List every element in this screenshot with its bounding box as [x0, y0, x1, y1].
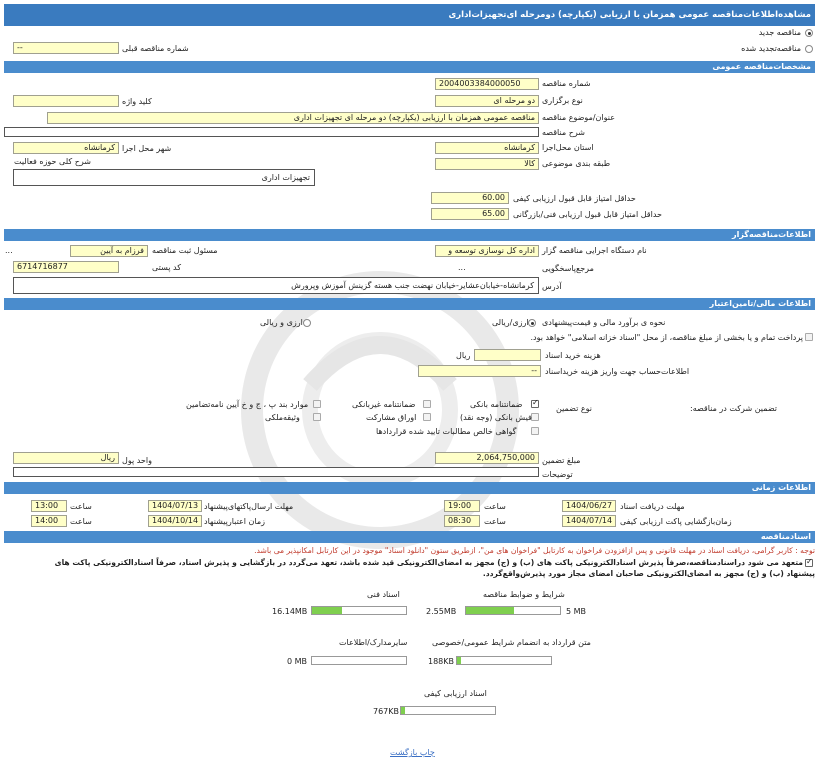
- doc-title[interactable]: اسناد فنی: [367, 590, 400, 599]
- treasury-checkbox[interactable]: [805, 333, 813, 341]
- tender-type-label: نوع برگزاری: [542, 96, 583, 105]
- category-label: طبقه بندی موضوعی: [542, 159, 611, 168]
- description-label: شرح مناقصه: [542, 128, 586, 137]
- keyword-field: [13, 95, 119, 107]
- validity-date-field: 1404/10/14: [148, 515, 202, 527]
- commitment-line-1: متعهد می شود دراسنادمناقصه،صرفاً پذیرش اسنادالکترونیکی پاکت های (ب) و (ج) مجهز به امضای‌الکترونیکی قید شده باشد، تعهد می‌گردد در بازگشایی و پذیرش اسناد، صرفاً اسنادالکترونیکی پاکت های: [54, 558, 803, 567]
- reference-label: مرجع‌پاسخگویی: [542, 264, 594, 273]
- doc-used: 0 MB: [287, 657, 308, 666]
- reference-value: ...: [458, 263, 466, 272]
- prev-number-field: --: [13, 42, 119, 54]
- cheque-checkbox[interactable]: [531, 413, 539, 421]
- doc-limit: 5 MB: [566, 607, 587, 616]
- tender-number-label: شماره مناقصه: [542, 79, 591, 88]
- activity-label: شرح کلی حوزه فعالیت: [14, 157, 91, 166]
- doc-used: 2.55MB: [426, 607, 457, 616]
- validity-time-field: 14:00: [31, 515, 67, 527]
- validity-label: زمان اعتبار‌پیشنهاد: [204, 517, 266, 526]
- bank-guarantee-checkbox[interactable]: [531, 400, 539, 408]
- cheque-label: فیش بانکی (وجه نقد): [460, 413, 532, 422]
- address-label: آدرس: [542, 282, 562, 291]
- doc-progress-bar: [311, 606, 407, 615]
- min-quality-field: 60.00: [431, 192, 509, 204]
- general-section-header: مشخصات‌مناقصه عمومی: [4, 61, 815, 73]
- postal-field: 6714716877: [13, 261, 119, 273]
- city-field: کرمانشاه: [13, 142, 119, 154]
- account-label: اطلاعات‌حساب جهت واریز هزینه خریداسناد: [545, 367, 690, 376]
- doc-used: 16.14MB: [272, 607, 308, 616]
- commitment-checkbox[interactable]: [805, 559, 813, 567]
- clause-guarantee-checkbox[interactable]: [313, 400, 321, 408]
- documents-warning: توجه : کاربر گرامی، دریافت اسناد در مهلت قانونی و پس ازافزودن فراخوان به کارتابل "فراخوان های من"، ازطریق ستون "دانلود اسناد" موجود در این کارتابل امکانپذیر می باشد.: [254, 546, 815, 555]
- opening-label: زمان‌بازگشایی پاکت ارزیابی کیفی: [620, 517, 732, 526]
- doc-title[interactable]: اسناد ارزیابی کیفی: [424, 689, 487, 698]
- account-field: --: [418, 365, 541, 377]
- tender-number-field: 2004003384000050: [435, 78, 539, 90]
- subject-field: مناقصه عمومی همزمان با ارزیابی (یکپارچه) دو مرحله ای تجهیزات اداری: [47, 112, 539, 124]
- bonds-label: اوراق مشارکت: [366, 413, 417, 422]
- doc-title[interactable]: متن قرارداد به انضمام شرایط عمومی/خصوصی: [432, 638, 591, 647]
- min-tech-field: 65.00: [431, 208, 509, 220]
- receive-deadline-label: مهلت دریافت اسناد: [620, 502, 685, 511]
- opening-time-field: 08:30: [444, 515, 480, 527]
- doc-progress-bar: [311, 656, 407, 665]
- doc-used: 188KB: [428, 657, 455, 666]
- renewed-tender-label: مناقصه‌تجدید شده: [741, 44, 801, 53]
- renewed-tender-radio[interactable]: [805, 45, 813, 53]
- doc-title[interactable]: سایرمدارک/اطلاعات: [339, 638, 408, 647]
- nonbank-guarantee-label: ضمانتنامه غیربانکی: [352, 400, 416, 409]
- currency-label: واحد پول: [122, 456, 152, 465]
- notes-field: [13, 467, 539, 477]
- doc-progress-bar: [400, 706, 496, 715]
- receive-time-field: 19:00: [444, 500, 480, 512]
- province-label: استان محل‌اجرا: [542, 143, 594, 152]
- activity-field: تجهیزات اداری: [13, 169, 315, 186]
- subject-label: عنوان/موضوع مناقصه: [542, 113, 615, 122]
- keyword-label: کلید واژه: [122, 97, 152, 106]
- guarantee-label: تضمین شرکت در مناقصه:: [690, 404, 778, 413]
- min-tech-label: حداقل امتیاز قابل قبول ارزیابی فنی/بازرگانی: [513, 210, 662, 219]
- registrar-field: فرزام به آیین: [70, 245, 148, 257]
- organizer-section-header: اطلاعات‌مناقصه‌گزار: [4, 229, 815, 241]
- tender-type-field: دو مرحله ای: [435, 95, 539, 107]
- validity-time-label: ساعت: [70, 517, 92, 526]
- fx-rial-label: ارزی/ریالی: [492, 318, 529, 327]
- payment-text: پرداخت تمام و یا بخشی از مبلغ مناقصه، از محل "اسناد خزانه اسلامی" خواهد بود.: [530, 333, 803, 342]
- schedule-section-header: اطلاعات زمانی: [4, 482, 815, 494]
- new-tender-label: مناقصه جدید: [758, 28, 801, 37]
- send-time-label: ساعت: [70, 502, 92, 511]
- opening-time-label: ساعت: [484, 517, 506, 526]
- address-field: کرمانشاه-خیابان‌عشایر-خیابان نهضت جنب هسته گزینش آموزش وپرورش: [13, 277, 539, 294]
- clause-guarantee-label: موارد بند پ ، ج و خ آیین نامه‌تضامین: [186, 400, 309, 409]
- opening-date-field: 1404/07/14: [562, 515, 616, 527]
- estimate-label: نحوه ی برآورد مالی و قیمت‌پیشنهادی: [542, 318, 666, 327]
- send-time-field: 13:00: [31, 500, 67, 512]
- registrar-label: مسئول ثبت مناقصه: [152, 246, 218, 255]
- send-deadline-label: مهلت ارسال‌پاکتهای‌پیشنهاد: [204, 502, 294, 511]
- guarantee-type-label: نوع تضمین: [556, 404, 592, 413]
- doc-progress-bar: [456, 656, 552, 665]
- doc-progress-fill: [312, 607, 342, 614]
- page-title: مشاهده‌اطلاعات‌مناقصه عمومی همزمان با ارزیابی (یکپارچه) دومرحله ای‌تجهیزات‌اداری: [4, 4, 815, 26]
- organization-field: اداره کل نوسازی توسعه و: [435, 245, 539, 257]
- province-field: کرمانشاه: [435, 142, 539, 154]
- nonbank-guarantee-checkbox[interactable]: [423, 400, 431, 408]
- doc-progress-fill: [457, 657, 461, 664]
- print-back-link[interactable]: چاپ بازگشت: [390, 748, 435, 757]
- doc-cost-field: [474, 349, 541, 361]
- documents-section-header: اسنادمناقصه: [4, 531, 815, 543]
- doc-used: 767KB: [373, 707, 400, 716]
- property-label: وثیقه‌ملکی: [265, 413, 300, 422]
- min-quality-label: حداقل امتیاز قابل قبول ارزیابی کیفی: [513, 194, 636, 203]
- receive-time-label: ساعت: [484, 502, 506, 511]
- doc-cost-unit: ریال: [456, 351, 471, 360]
- commitment-line-2: پیشنهاد (ب) و (ج) مجهز به امضای‌الکترونیکی صاحبان امضای مجاز مورد پذیرش‌واقع‌گردد.: [482, 569, 815, 578]
- finance-section-header: اطلاعات‌ مالی/تامین‌اعتبار: [4, 298, 815, 310]
- doc-progress-bar: [465, 606, 561, 615]
- fx-and-rial-label: ارزی و ریالی: [260, 318, 303, 327]
- amount-label: مبلغ تضمین: [542, 456, 581, 465]
- doc-title[interactable]: شرایط و ضوابط مناقصه: [483, 590, 565, 599]
- city-label: شهر محل اجرا: [122, 144, 172, 153]
- receive-date-field: 1404/06/27: [562, 500, 616, 512]
- send-date-field: 1404/07/13: [148, 500, 202, 512]
- description-field: [4, 127, 539, 137]
- organization-label: نام دستگاه اجرایی مناقصه گزار: [542, 246, 647, 255]
- fx-and-rial-radio[interactable]: [303, 319, 311, 327]
- doc-cost-label: هزینه خرید اسناد: [545, 351, 601, 360]
- doc-progress-fill: [401, 707, 405, 714]
- fx-rial-radio[interactable]: [528, 319, 536, 327]
- currency-field: ریال: [13, 452, 119, 464]
- notes-label: توضیحات: [542, 470, 573, 479]
- bank-guarantee-label: ضمانتنامه بانکی: [470, 400, 523, 409]
- new-tender-radio[interactable]: [805, 29, 813, 37]
- receivable-checkbox[interactable]: [531, 427, 539, 435]
- prev-number-label: شماره مناقصه قبلی: [122, 44, 189, 53]
- doc-progress-fill: [466, 607, 514, 614]
- postal-label: کد پستی: [152, 263, 181, 272]
- receivable-label: گواهی خالص مطالبات تایید شده قراردادها: [376, 427, 517, 436]
- registrar-extra: ...: [5, 246, 13, 255]
- property-checkbox[interactable]: [313, 413, 321, 421]
- category-field: کالا: [435, 158, 539, 170]
- bonds-checkbox[interactable]: [423, 413, 431, 421]
- amount-field: 2,064,750,000: [435, 452, 539, 464]
